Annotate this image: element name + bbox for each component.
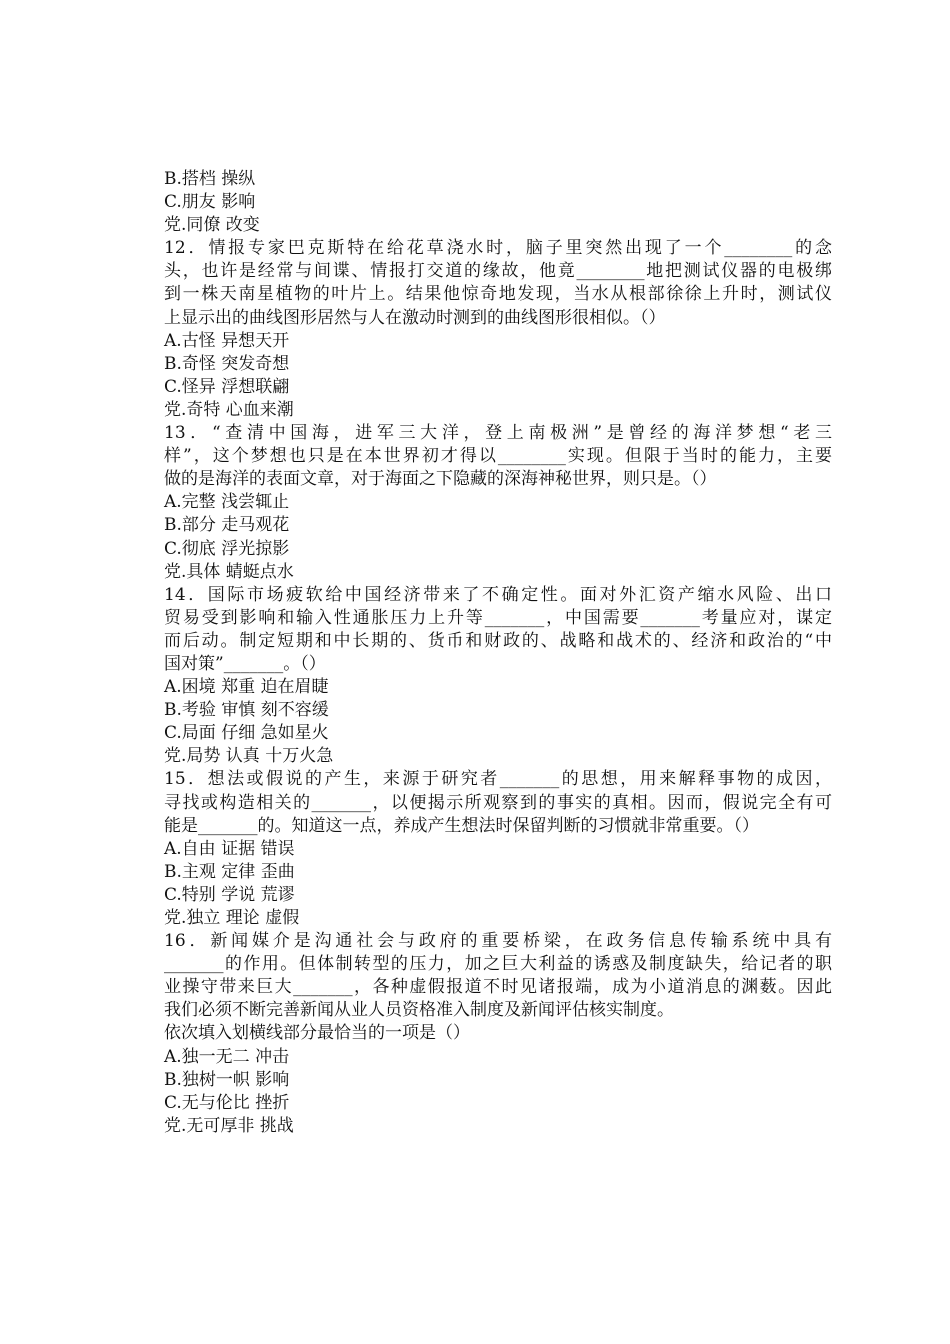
- q12-stem-line-2: 头，也许是经常与间谍、情报打交道的缘故，他竟________地把测试仪器的电极绑: [164, 261, 832, 282]
- q13-option-b: B.部分 走马观花: [164, 515, 290, 536]
- q12-option-b: B.奇怪 突发奇想: [164, 353, 290, 374]
- q14-option-a: A.困境 郑重 迫在眉睫: [164, 677, 329, 698]
- q13-stem-line-1: 13．“查清中国海，进军三大洋，登上南极洲”是曾经的海洋梦想“老三: [164, 423, 832, 444]
- q16-option-c: C.无与伦比 挫折: [164, 1092, 290, 1113]
- q12-option-d: 党.奇特 心血来潮: [164, 399, 294, 420]
- q15-option-c: C.特别 学说 荒谬: [164, 884, 295, 905]
- q14-stem-line-1: 14．国际市场疲软给中国经济带来了不确定性。面对外汇资产缩水风险、出口: [164, 584, 832, 605]
- q14-option-c: C.局面 仔细 急如星火: [164, 723, 329, 744]
- q16-prompt: 依次填入划横线部分最恰当的一项是（）: [164, 1023, 470, 1044]
- q16-stem-line-3: 业操守带来巨大_______，各种虚假报道不时见诸报端，成为小道消息的渊薮。因此: [164, 977, 832, 998]
- q15-option-b: B.主观 定律 歪曲: [164, 861, 295, 882]
- q14-stem-line-3: 而后动。制定短期和中长期的、货币和财政的、战略和战术的、经济和政治的“中: [164, 630, 832, 651]
- q16-option-d: 党.无可厚非 挑战: [164, 1115, 294, 1136]
- q11-option-d: 党.同僚 改变: [164, 215, 260, 236]
- q13-option-d: 党.具体 蜻蜓点水: [164, 561, 294, 582]
- q12-stem-line-1: 12．情报专家巴克斯特在给花草浇水时，脑子里突然出现了一个________的念: [164, 238, 832, 259]
- q15-stem-line-3: 能是_______的。知道这一点，养成产生想法时保留判断的习惯就非常重要。（）: [164, 815, 759, 836]
- q15-stem-line-1: 15．想法或假说的产生，来源于研究者_______的思想，用来解释事物的成因，: [164, 769, 832, 790]
- q12-stem-line-3: 到一株天南星植物的叶片上。结果他惊奇地发现，当水从根部徐徐上升时，测试仪: [164, 284, 832, 305]
- q13-stem-line-2: 样”，这个梦想也只是在本世界初才得以________实现。但限于当时的能力，主要: [164, 446, 832, 467]
- q14-stem-line-4: 国对策”_______。（）: [164, 653, 326, 674]
- q16-stem-line-1: 16．新闻媒介是沟通社会与政府的重要桥梁，在政务信息传输系统中具有: [164, 931, 832, 952]
- q15-option-a: A.自由 证据 错误: [164, 838, 295, 859]
- q15-stem-line-2: 寻找或构造相关的_______，以便揭示所观察到的事实的真相。因而，假说完全有可: [164, 792, 832, 813]
- q15-option-d: 党.独立 理论 虚假: [164, 908, 300, 928]
- q12-option-a: A.古怪 异想天开: [164, 330, 290, 351]
- q16-option-b: B.独树一帜 影响: [164, 1069, 290, 1090]
- q16-option-a: A.独一无二 冲击: [164, 1046, 290, 1067]
- q14-option-b: B.考验 审慎 刻不容缓: [164, 700, 329, 721]
- q12-stem-line-4: 上显示出的曲线图形居然与人在激动时测到的曲线图形很相似。（）: [164, 307, 666, 328]
- q12-option-c: C.怪异 浮想联翩: [164, 376, 290, 397]
- q13-stem-line-3: 做的是海洋的表面文章，对于海面之下隐藏的深海神秘世界，则只是。（）: [164, 469, 717, 490]
- q16-stem-line-2: _______的作用。但体制转型的压力，加之巨大利益的诱惑及制度缺失，给记者的职: [164, 954, 832, 975]
- q13-option-c: C.彻底 浮光掠影: [164, 538, 290, 559]
- q11-option-b: B.搭档 操纵: [164, 169, 256, 189]
- q11-option-c: C.朋友 影响: [164, 192, 256, 213]
- q14-option-d: 党.局势 认真 十万火急: [164, 746, 334, 767]
- exam-page: [164, 168, 832, 1138]
- q14-stem-line-2: 贸易受到影响和输入性通胀压力上升等_______，中国需要_______考量应对，谋定: [164, 607, 832, 628]
- q13-option-a: A.完整 浅尝辄止: [164, 492, 290, 513]
- q16-stem-line-4: 我们必须不断完善新闻从业人员资格准入制度及新闻评估核实制度。: [164, 1000, 674, 1021]
